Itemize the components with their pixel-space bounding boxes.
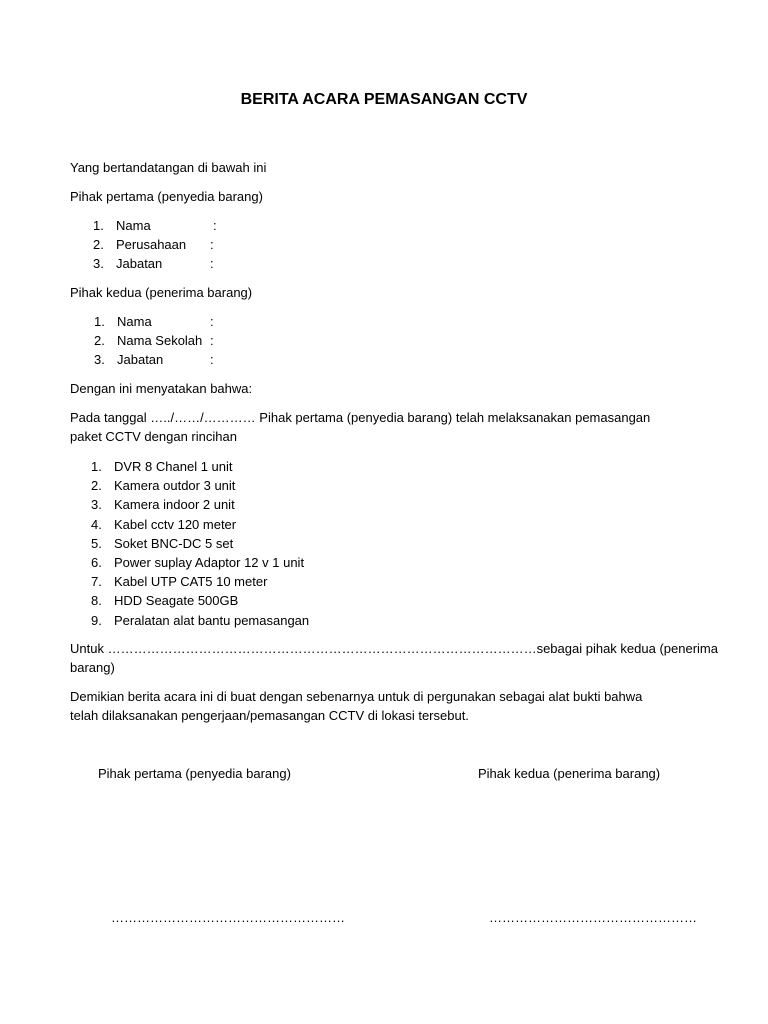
list-item bbox=[91, 534, 491, 553]
list-number: 3. bbox=[93, 256, 104, 272]
list-item bbox=[93, 216, 293, 235]
signature-left-label: Pihak pertama (penyedia barang) bbox=[98, 766, 291, 781]
closing-line: Demikian berita acara ini di buat dengan sebenarnya untuk di pergunakan sebagai alat bukti bahwa bbox=[70, 689, 643, 704]
list-item bbox=[91, 611, 491, 630]
field-label-nama: Nama bbox=[116, 218, 151, 233]
list-item bbox=[91, 553, 491, 572]
list-number: 2. bbox=[91, 478, 102, 494]
field-colon: : bbox=[213, 218, 217, 233]
item-text: Kabel UTP CAT5 10 meter bbox=[114, 574, 268, 590]
list-number: 8. bbox=[91, 593, 102, 609]
items-list bbox=[91, 457, 491, 630]
list-number: 2. bbox=[93, 237, 104, 253]
signature-right-label: Pihak kedua (penerima barang) bbox=[478, 766, 661, 781]
list-number: 7. bbox=[91, 574, 102, 590]
untuk-line: Untuk ………………………………………………………………………………………sebagai pihak kedua (penerima bbox=[70, 641, 718, 656]
date-line: Pada tanggal …../……/………… Pihak pertama (penyedia barang) telah melaksanakan pemasangan bbox=[70, 410, 651, 425]
list-item bbox=[91, 495, 491, 514]
signature-right-line: ………………………………………… bbox=[489, 910, 697, 925]
item-text: Kabel cctv 120 meter bbox=[114, 516, 237, 532]
list-item bbox=[93, 254, 293, 273]
date-line-continuation: paket CCTV dengan rincihan bbox=[70, 429, 237, 444]
item-text: DVR 8 Chanel 1 unit bbox=[114, 459, 233, 474]
list-number: 1. bbox=[94, 314, 105, 329]
list-item bbox=[91, 591, 491, 610]
item-text: Kamera outdor 3 unit bbox=[114, 478, 236, 494]
list-item bbox=[94, 350, 294, 369]
list-number: 6. bbox=[91, 554, 102, 570]
list-number: 3. bbox=[94, 352, 105, 368]
list-number: 9. bbox=[91, 612, 102, 628]
list-item bbox=[93, 235, 293, 254]
party1-field-list bbox=[93, 216, 293, 274]
intro-text: Yang bertandatangan di bawah ini bbox=[70, 160, 267, 175]
list-number: 3. bbox=[91, 497, 102, 513]
closing-line-continuation: telah dilaksanakan pengerjaan/pemasangan CCTV di lokasi tersebut. bbox=[70, 708, 469, 723]
signature-left-line: ……………………………………………… bbox=[111, 910, 345, 925]
list-item bbox=[91, 457, 491, 476]
field-label-nama-sekolah: Nama Sekolah bbox=[117, 333, 203, 349]
field-colon: : bbox=[210, 237, 214, 253]
list-number: 1. bbox=[93, 218, 104, 233]
list-item bbox=[94, 312, 294, 331]
statement-text: Dengan ini menyatakan bahwa: bbox=[70, 381, 253, 396]
list-number: 5. bbox=[91, 535, 102, 551]
untuk-line-continuation: barang) bbox=[70, 660, 115, 675]
field-label-jabatan: Jabatan bbox=[116, 256, 163, 272]
list-item bbox=[91, 515, 491, 534]
item-text: Kamera indoor 2 unit bbox=[114, 497, 235, 513]
document-title: BERITA ACARA PEMASANGAN CCTV bbox=[240, 91, 528, 108]
party2-field-list bbox=[94, 312, 294, 370]
field-colon: : bbox=[210, 352, 214, 368]
party1-heading: Pihak pertama (penyedia barang) bbox=[70, 189, 263, 204]
list-item bbox=[91, 476, 491, 495]
field-label-nama: Nama bbox=[117, 314, 152, 329]
field-label-perusahaan: Perusahaan bbox=[116, 237, 187, 253]
item-text: Peralatan alat bantu pemasangan bbox=[114, 612, 310, 628]
field-label-jabatan: Jabatan bbox=[117, 352, 164, 368]
field-colon: : bbox=[210, 333, 214, 349]
list-item bbox=[94, 331, 294, 350]
list-number: 1. bbox=[91, 459, 102, 474]
item-text: Soket BNC-DC 5 set bbox=[114, 535, 234, 551]
item-text: HDD Seagate 500GB bbox=[114, 593, 239, 609]
item-text: Power suplay Adaptor 12 v 1 unit bbox=[114, 554, 305, 570]
party2-heading: Pihak kedua (penerima barang) bbox=[70, 285, 253, 300]
list-number: 2. bbox=[94, 333, 105, 349]
field-colon: : bbox=[210, 314, 214, 329]
list-number: 4. bbox=[91, 516, 102, 532]
list-item bbox=[91, 572, 491, 591]
field-colon: : bbox=[210, 256, 214, 272]
